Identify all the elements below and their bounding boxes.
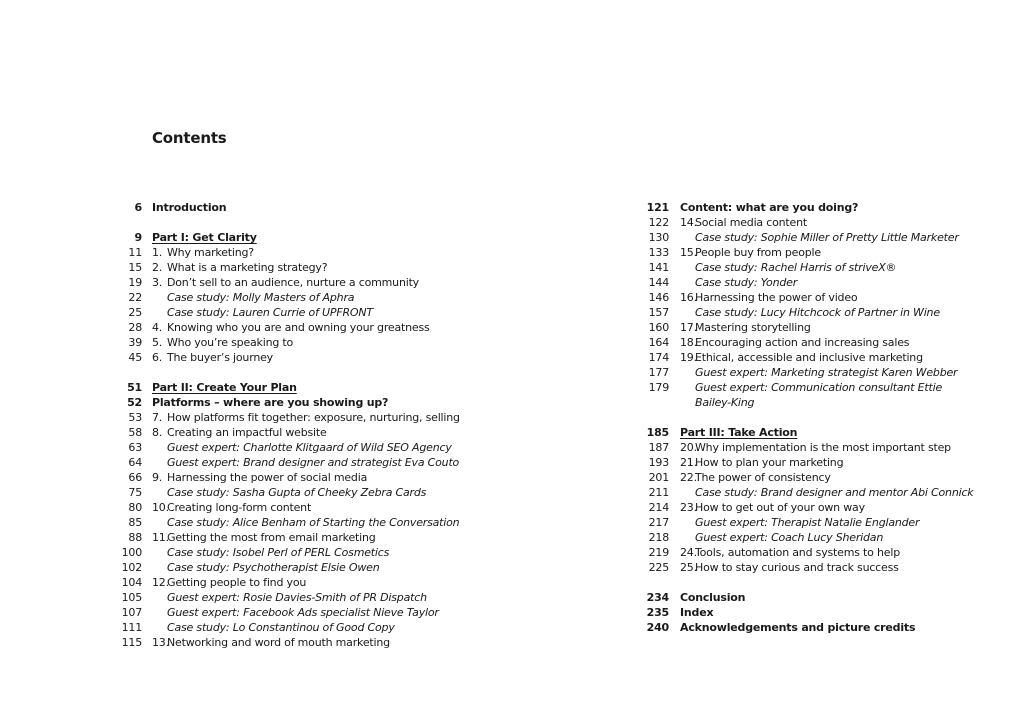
toc-entry[interactable] [118,320,558,335]
toc-entry[interactable] [118,335,558,350]
toc-left-column [118,200,558,650]
page-number: 85 [128,516,142,529]
chapter-number: 25. [680,561,697,574]
toc-right-column [645,200,1005,635]
toc-entry[interactable] [645,470,1005,485]
page-number: 9 [134,231,142,244]
toc-subentry[interactable] [645,380,1005,395]
toc-subentry[interactable] [118,620,558,635]
page-number: 104 [121,576,142,589]
toc-part-heading[interactable] [118,380,558,395]
toc-entry[interactable] [645,590,1005,605]
page-number: 6 [134,201,142,214]
entry-title: Guest expert: Marketing strategist Karen Webber [695,366,958,379]
toc-subentry[interactable] [645,485,1005,500]
entry-title: Getting the most from email marketing [167,531,376,544]
page-number: 115 [121,636,142,649]
entry-title: Harnessing the power of social media [167,471,368,484]
toc-entry[interactable] [645,455,1005,470]
entry-title: How to get out of your own way [695,501,865,514]
page-number: 15 [128,261,142,274]
toc-subentry[interactable] [118,305,558,320]
page-number: 100 [121,546,142,559]
entry-title: Case study: Lo Constantinou of Good Copy [167,621,395,634]
entry-title: Case study: Isobel Perl of PERL Cosmetics [167,546,390,559]
entry-title: Mastering storytelling [695,321,811,334]
toc-entry[interactable] [645,605,1005,620]
entry-title: Part II: Create Your Plan [152,381,297,394]
toc-entry[interactable] [118,260,558,275]
chapter-number: 7. [152,411,163,424]
entry-title: Case study: Sophie Miller of Pretty Little Marketer [695,231,959,244]
page-number: 157 [648,306,669,319]
entry-title: Why marketing? [167,246,254,259]
page-number: 58 [128,426,142,439]
entry-title: Guest expert: Facebook Ads specialist Nieve Taylor [167,606,439,619]
toc-subentry[interactable] [645,260,1005,275]
entry-title: The power of consistency [695,471,831,484]
toc-part-heading[interactable] [118,230,558,245]
entry-title: Case study: Alice Benham of Starting the Conversation [167,516,460,529]
chapter-number: 23. [680,501,697,514]
toc-subentry[interactable] [118,605,558,620]
page-number: 211 [648,486,669,499]
chapter-number: 15. [680,246,697,259]
entry-title: Part I: Get Clarity [152,231,257,244]
page-number: 187 [648,441,669,454]
section-spacer [118,365,558,380]
entry-title: Case study: Lauren Currie of UPFRONT [167,306,373,319]
entry-title: Content: what are you doing? [680,201,859,214]
entry-title: Creating long-form content [167,501,312,514]
chapter-number: 2. [152,261,163,274]
toc-part-heading[interactable] [645,425,1005,440]
page-number: 25 [128,306,142,319]
entry-title: Case study: Lucy Hitchcock of Partner in Wine [695,306,940,319]
page-number: 164 [648,336,669,349]
entry-title: Part III: Take Action [680,426,798,439]
page-number: 141 [648,261,669,274]
entry-title: Encouraging action and increasing sales [695,336,910,349]
entry-title: Case study: Psychotherapist Elsie Owen [167,561,380,574]
chapter-number: 1. [152,246,163,259]
chapter-number: 10. [152,501,169,514]
chapter-number: 24. [680,546,697,559]
page-number: 11 [128,246,142,259]
toc-subentry[interactable] [645,395,1005,410]
entry-title: The buyer’s journey [167,351,273,364]
toc-subentry[interactable] [645,530,1005,545]
toc-entry[interactable] [645,320,1005,335]
page-number: 214 [648,501,669,514]
chapter-number: 9. [152,471,163,484]
page-number: 218 [648,531,669,544]
page-number: 52 [127,396,142,409]
entry-title: Bailey-King [695,396,755,409]
toc-subentry[interactable] [118,455,558,470]
page-number: 160 [648,321,669,334]
entry-title: What is a marketing strategy? [167,261,328,274]
page-number: 64 [128,456,142,469]
entry-title: Harnessing the power of video [695,291,858,304]
page-number: 217 [648,516,669,529]
toc-subentry[interactable] [645,275,1005,290]
toc-subentry[interactable] [118,515,558,530]
page-number: 234 [646,591,669,604]
entry-title: Don’t sell to an audience, nurture a community [167,276,419,289]
toc-entry[interactable] [118,410,558,425]
chapter-number: 6. [152,351,163,364]
entry-title: Introduction [152,201,227,214]
page-number: 45 [128,351,142,364]
page-number: 111 [121,621,142,634]
chapter-number: 21. [680,456,697,469]
entry-title: Guest expert: Communication consultant Ettie [695,381,943,394]
entry-title: How to plan your marketing [695,456,844,469]
chapter-number: 20. [680,441,697,454]
entry-title: Conclusion [680,591,746,604]
entry-title: Guest expert: Therapist Natalie Englander [695,516,920,529]
page-number: 133 [648,246,669,259]
entry-title: Case study: Yonder [695,276,798,289]
toc-subentry[interactable] [118,590,558,605]
page-number: 146 [648,291,669,304]
toc-entry[interactable] [645,500,1005,515]
chapter-number: 19. [680,351,697,364]
chapter-number: 18. [680,336,697,349]
toc-subentry[interactable] [645,515,1005,530]
entry-title: Who you’re speaking to [167,336,294,349]
toc-subentry[interactable] [118,560,558,575]
section-spacer [645,410,1005,425]
chapter-number: 4. [152,321,163,334]
toc-entry[interactable] [118,500,558,515]
page-number: 53 [128,411,142,424]
chapter-number: 5. [152,336,163,349]
page-number: 51 [127,381,142,394]
toc-subentry[interactable] [118,485,558,500]
section-spacer [118,215,558,230]
page-number: 121 [646,201,669,214]
entry-title: Case study: Molly Masters of Aphra [167,291,355,304]
toc-subentry[interactable] [645,305,1005,320]
entry-title: Networking and word of mouth marketing [167,636,390,649]
entry-title: Why implementation is the most important step [695,441,951,454]
chapter-number: 14. [680,216,697,229]
entry-title: People buy from people [695,246,821,259]
page-number: 174 [648,351,669,364]
toc-subentry[interactable] [645,365,1005,380]
toc-entry[interactable] [645,620,1005,635]
toc-entry[interactable] [118,530,558,545]
toc-entry[interactable] [118,200,558,215]
page-number: 225 [648,561,669,574]
entry-title: Index [680,606,714,619]
toc-entry[interactable] [118,395,558,410]
page-number: 130 [648,231,669,244]
toc-subentry[interactable] [118,290,558,305]
page-number: 66 [128,471,142,484]
page-number: 80 [128,501,142,514]
chapter-number: 8. [152,426,163,439]
toc-subentry[interactable] [118,545,558,560]
entry-title: Case study: Rachel Harris of striveX® [695,261,897,274]
page-number: 185 [646,426,669,439]
entry-title: Platforms – where are you showing up? [152,396,389,409]
page-number: 39 [128,336,142,349]
toc-entry[interactable] [645,350,1005,365]
toc-entry[interactable] [118,245,558,260]
toc-subentry[interactable] [118,440,558,455]
toc-entry[interactable] [645,545,1005,560]
entry-title: Guest expert: Rosie Davies-Smith of PR Dispatch [167,591,427,604]
entry-title: Creating an impactful website [167,426,327,439]
entry-title: Social media content [695,216,807,229]
entry-title: Getting people to find you [167,576,307,589]
page-number: 105 [121,591,142,604]
entry-title: Acknowledgements and picture credits [680,621,916,634]
chapter-number: 13. [152,636,169,649]
page-number: 63 [128,441,142,454]
entry-title: Guest expert: Brand designer and strategist Eva Couto [167,456,460,469]
page-title: Contents [152,129,227,147]
page-number: 88 [128,531,142,544]
toc-entry[interactable] [645,200,1005,215]
chapter-number: 12. [152,576,169,589]
toc-entry[interactable] [118,425,558,440]
page-number: 193 [648,456,669,469]
chapter-number: 3. [152,276,163,289]
entry-title: Case study: Brand designer and mentor Abi Connick [695,486,974,499]
page-number: 240 [646,621,669,634]
page-number: 235 [646,606,669,619]
chapter-number: 22. [680,471,697,484]
page-number: 179 [648,381,669,394]
toc-entry[interactable] [645,335,1005,350]
page-number: 28 [128,321,142,334]
toc-entry[interactable] [645,560,1005,575]
entry-title: How platforms fit together: exposure, nurturing, selling [167,411,460,424]
page-number: 177 [648,366,669,379]
toc-entry[interactable] [645,440,1005,455]
entry-title: Case study: Sasha Gupta of Cheeky Zebra Cards [167,486,427,499]
page-number: 75 [128,486,142,499]
page-number: 107 [121,606,142,619]
chapter-number: 16. [680,291,697,304]
chapter-number: 11. [152,531,169,544]
toc-subentry[interactable] [645,230,1005,245]
toc-entry[interactable] [118,635,558,650]
page-number: 144 [648,276,669,289]
toc-entry[interactable] [118,470,558,485]
toc-entry[interactable] [118,575,558,590]
toc-entry[interactable] [645,245,1005,260]
entry-title: Ethical, accessible and inclusive marketing [695,351,923,364]
toc-entry[interactable] [118,275,558,290]
page-number: 22 [128,291,142,304]
page-number: 102 [121,561,142,574]
page-number: 122 [648,216,669,229]
page-number: 19 [128,276,142,289]
toc-entry[interactable] [645,290,1005,305]
entry-title: Guest expert: Charlotte Klitgaard of Wild SEO Agency [167,441,452,454]
entry-title: Tools, automation and systems to help [695,546,900,559]
page-number: 201 [648,471,669,484]
entry-title: Guest expert: Coach Lucy Sheridan [695,531,884,544]
toc-entry[interactable] [645,215,1005,230]
entry-title: Knowing who you are and owning your greatness [167,321,430,334]
entry-title: How to stay curious and track success [695,561,899,574]
chapter-number: 17. [680,321,697,334]
section-spacer [645,575,1005,590]
toc-entry[interactable] [118,350,558,365]
page-number: 219 [648,546,669,559]
